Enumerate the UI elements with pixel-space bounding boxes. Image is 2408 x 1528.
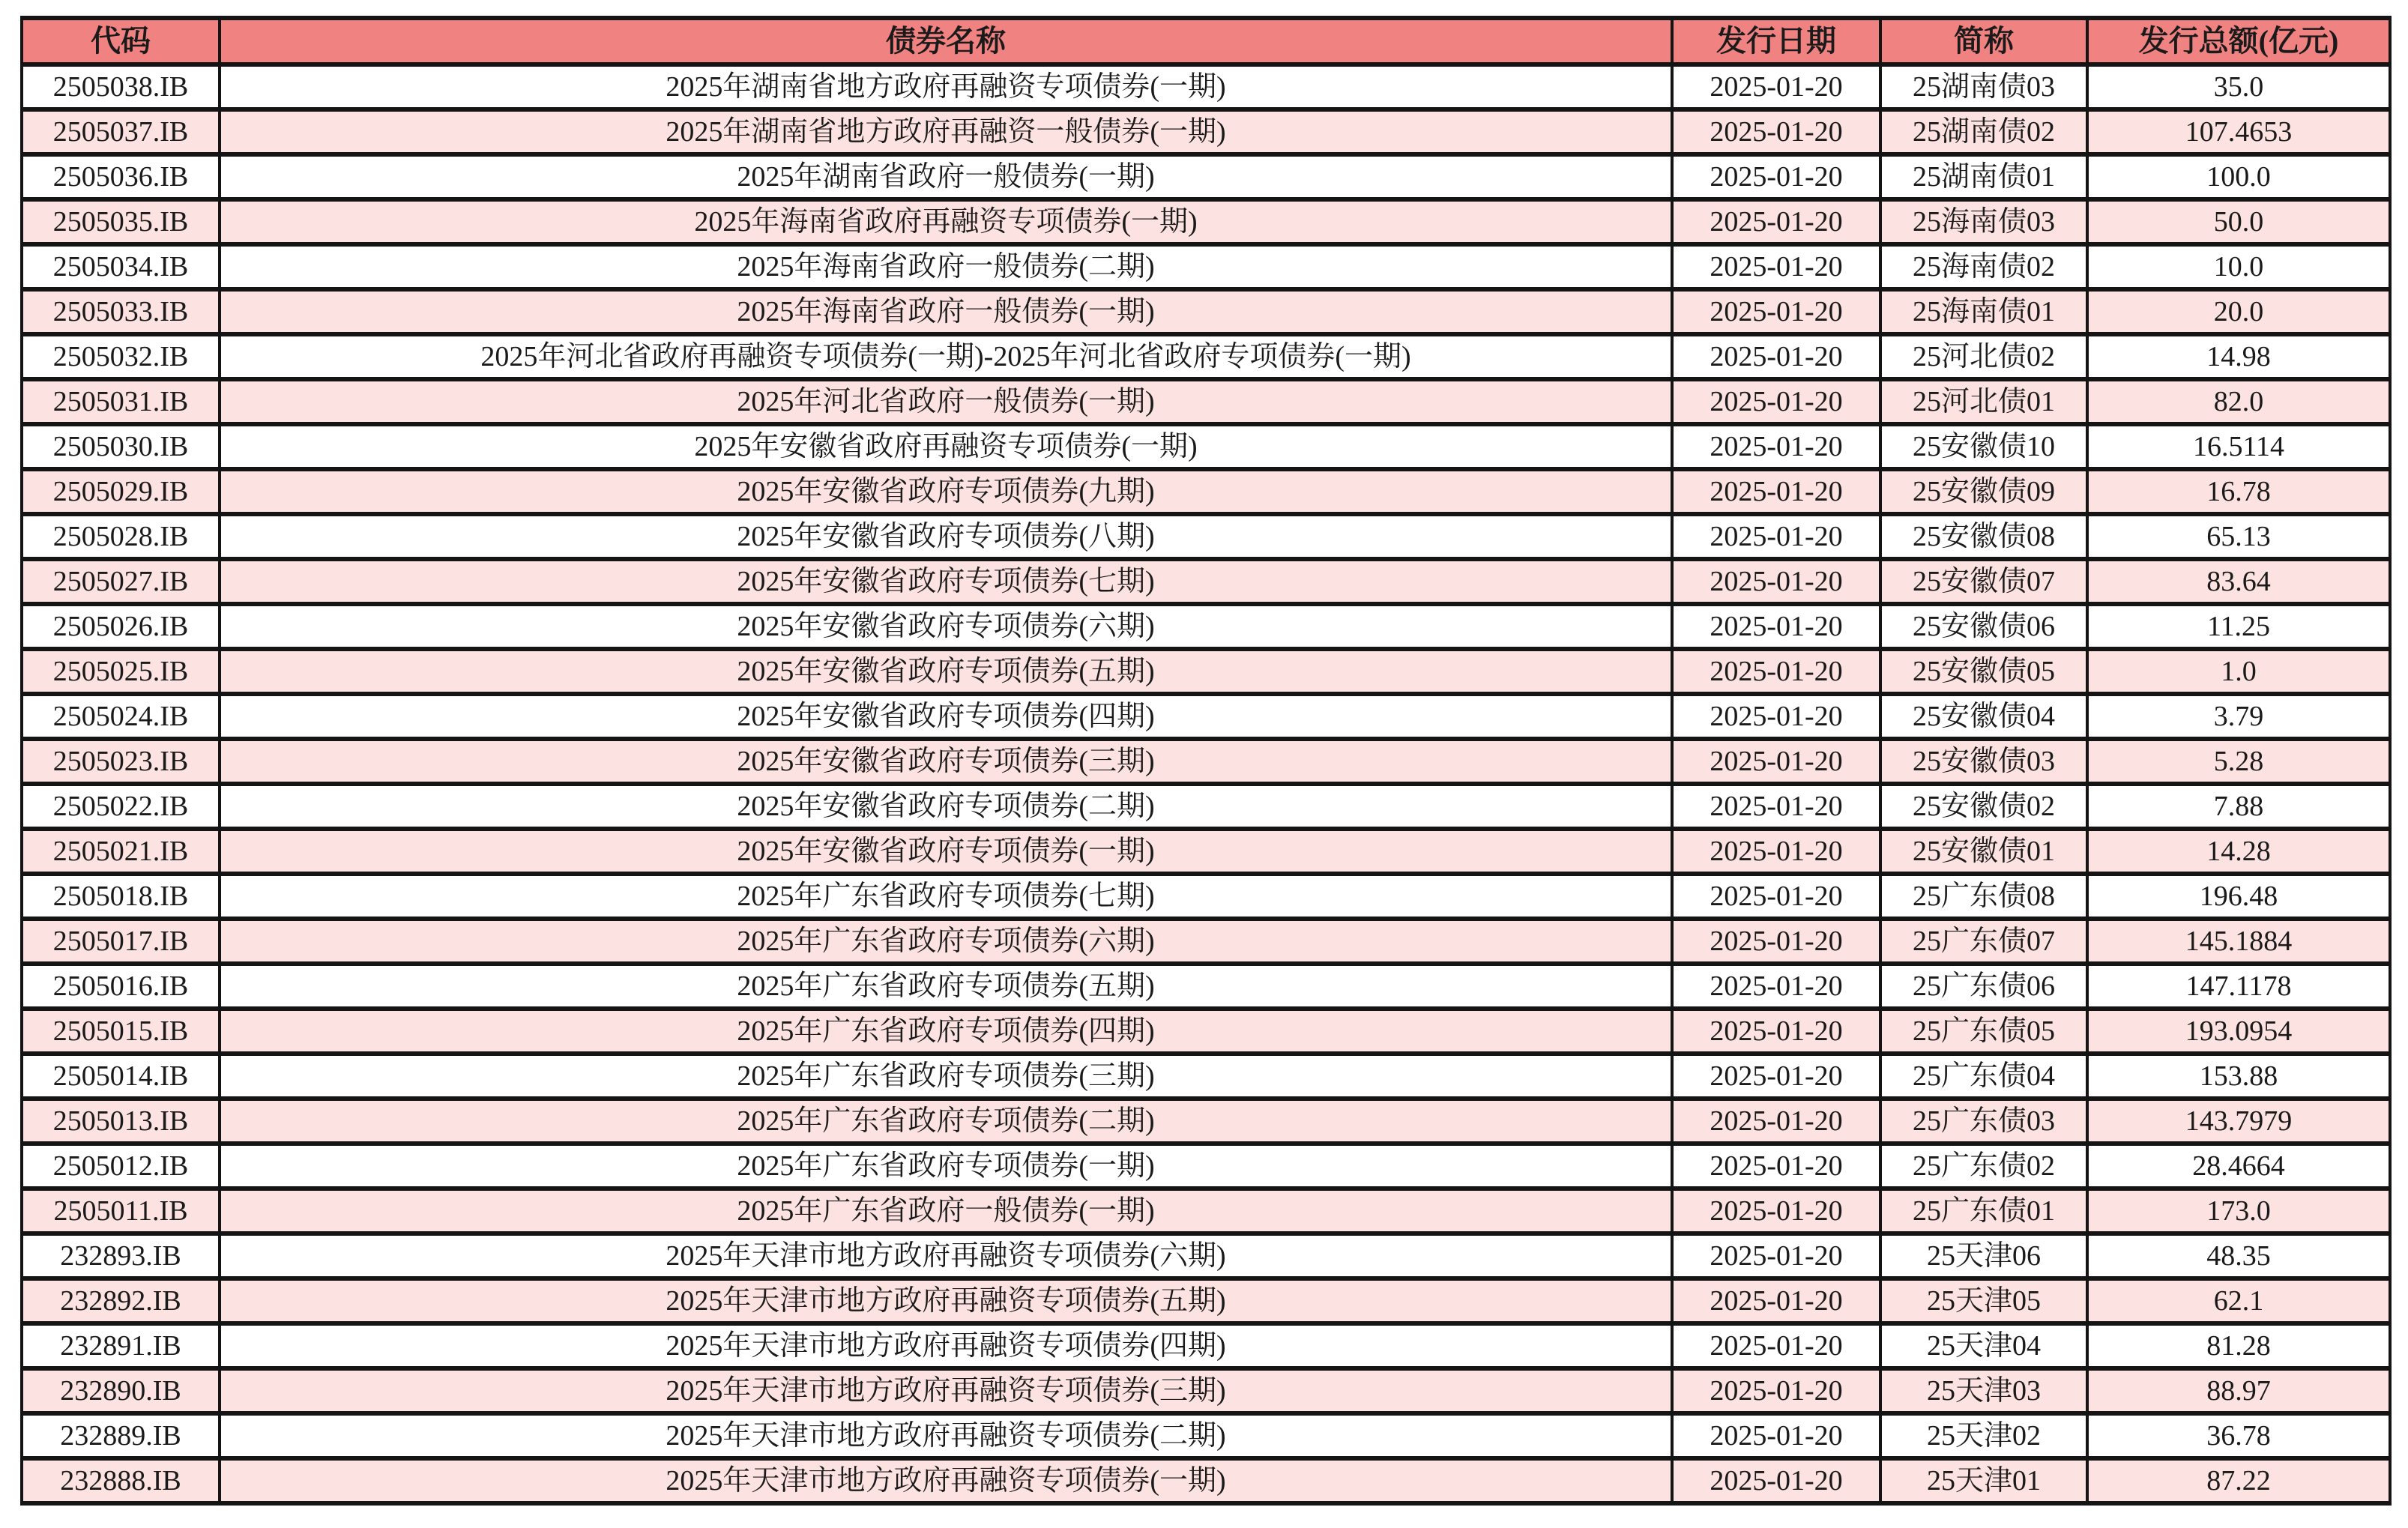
table-row <box>22 1189 2390 1233</box>
cell-bond-name: 2025年天津市地方政府再融资专项债券(一期) <box>220 1458 1672 1503</box>
table-row <box>22 1413 2390 1458</box>
cell-total-amount: 28.4664 <box>2087 1144 2390 1189</box>
cell-bond-name: 2025年安徽省政府专项债券(八期) <box>220 514 1672 559</box>
cell-total-amount: 81.28 <box>2087 1323 2390 1368</box>
cell-short-name: 25广东债07 <box>1880 919 2087 964</box>
cell-total-amount: 10.0 <box>2087 244 2390 289</box>
cell-bond-name: 2025年天津市地方政府再融资专项债券(六期) <box>220 1233 1672 1278</box>
cell-issue-date: 2025-01-20 <box>1672 1458 1880 1503</box>
cell-total-amount: 5.28 <box>2087 739 2390 784</box>
cell-total-amount: 83.64 <box>2087 559 2390 604</box>
cell-code: 2505015.IB <box>22 1009 220 1054</box>
table-row <box>22 514 2390 559</box>
cell-bond-name: 2025年湖南省地方政府再融资专项债券(一期) <box>220 64 1672 109</box>
table-row <box>22 694 2390 739</box>
cell-total-amount: 50.0 <box>2087 199 2390 244</box>
table-row <box>22 109 2390 154</box>
cell-bond-name: 2025年安徽省政府专项债券(九期) <box>220 469 1672 514</box>
cell-code: 2505013.IB <box>22 1099 220 1144</box>
cell-bond-name: 2025年安徽省政府再融资专项债券(一期) <box>220 424 1672 469</box>
cell-code: 2505030.IB <box>22 424 220 469</box>
cell-bond-name: 2025年广东省政府专项债券(三期) <box>220 1054 1672 1099</box>
cell-code: 2505016.IB <box>22 964 220 1009</box>
cell-issue-date: 2025-01-20 <box>1672 1144 1880 1189</box>
header-row <box>22 18 2390 64</box>
cell-short-name: 25广东债06 <box>1880 964 2087 1009</box>
header-cell-short-name: 简称 <box>1880 18 2087 64</box>
cell-issue-date: 2025-01-20 <box>1672 289 1880 334</box>
cell-issue-date: 2025-01-20 <box>1672 874 1880 919</box>
cell-code: 2505012.IB <box>22 1144 220 1189</box>
cell-total-amount: 65.13 <box>2087 514 2390 559</box>
cell-code: 2505035.IB <box>22 199 220 244</box>
cell-bond-name: 2025年海南省政府一般债券(二期) <box>220 244 1672 289</box>
cell-total-amount: 3.79 <box>2087 694 2390 739</box>
cell-short-name: 25安徽债01 <box>1880 829 2087 874</box>
cell-short-name: 25广东债03 <box>1880 1099 2087 1144</box>
cell-short-name: 25安徽债10 <box>1880 424 2087 469</box>
cell-issue-date: 2025-01-20 <box>1672 64 1880 109</box>
cell-bond-name: 2025年湖南省地方政府再融资一般债券(一期) <box>220 109 1672 154</box>
cell-code: 2505011.IB <box>22 1189 220 1233</box>
cell-short-name: 25安徽债06 <box>1880 604 2087 649</box>
table-row <box>22 199 2390 244</box>
cell-bond-name: 2025年广东省政府专项债券(四期) <box>220 1009 1672 1054</box>
cell-issue-date: 2025-01-20 <box>1672 424 1880 469</box>
table-row <box>22 289 2390 334</box>
cell-issue-date: 2025-01-20 <box>1672 829 1880 874</box>
cell-bond-name: 2025年海南省政府一般债券(一期) <box>220 289 1672 334</box>
cell-short-name: 25湖南债01 <box>1880 154 2087 199</box>
table-row <box>22 1323 2390 1368</box>
cell-short-name: 25河北债01 <box>1880 379 2087 424</box>
cell-short-name: 25安徽债05 <box>1880 649 2087 694</box>
cell-bond-name: 2025年广东省政府专项债券(七期) <box>220 874 1672 919</box>
cell-short-name: 25广东债05 <box>1880 1009 2087 1054</box>
cell-issue-date: 2025-01-20 <box>1672 199 1880 244</box>
cell-issue-date: 2025-01-20 <box>1672 514 1880 559</box>
cell-code: 2505017.IB <box>22 919 220 964</box>
cell-short-name: 25天津02 <box>1880 1413 2087 1458</box>
cell-total-amount: 100.0 <box>2087 154 2390 199</box>
cell-issue-date: 2025-01-20 <box>1672 919 1880 964</box>
cell-short-name: 25天津05 <box>1880 1278 2087 1323</box>
cell-short-name: 25湖南债03 <box>1880 64 2087 109</box>
cell-total-amount: 36.78 <box>2087 1413 2390 1458</box>
cell-issue-date: 2025-01-20 <box>1672 964 1880 1009</box>
table-row <box>22 154 2390 199</box>
table-row <box>22 1054 2390 1099</box>
cell-total-amount: 153.88 <box>2087 1054 2390 1099</box>
cell-total-amount: 88.97 <box>2087 1368 2390 1413</box>
cell-code: 2505038.IB <box>22 64 220 109</box>
cell-short-name: 25安徽债07 <box>1880 559 2087 604</box>
cell-code: 2505034.IB <box>22 244 220 289</box>
cell-code: 232888.IB <box>22 1458 220 1503</box>
cell-code: 2505033.IB <box>22 289 220 334</box>
cell-issue-date: 2025-01-20 <box>1672 739 1880 784</box>
table-row <box>22 739 2390 784</box>
cell-total-amount: 82.0 <box>2087 379 2390 424</box>
table-row <box>22 64 2390 109</box>
cell-code: 2505014.IB <box>22 1054 220 1099</box>
cell-short-name: 25海南债03 <box>1880 199 2087 244</box>
cell-total-amount: 145.1884 <box>2087 919 2390 964</box>
table-row <box>22 1144 2390 1189</box>
cell-bond-name: 2025年天津市地方政府再融资专项债券(五期) <box>220 1278 1672 1323</box>
cell-bond-name: 2025年天津市地方政府再融资专项债券(三期) <box>220 1368 1672 1413</box>
cell-code: 2505018.IB <box>22 874 220 919</box>
cell-issue-date: 2025-01-20 <box>1672 1368 1880 1413</box>
cell-total-amount: 14.98 <box>2087 334 2390 379</box>
cell-issue-date: 2025-01-20 <box>1672 1413 1880 1458</box>
cell-bond-name: 2025年广东省政府专项债券(一期) <box>220 1144 1672 1189</box>
cell-issue-date: 2025-01-20 <box>1672 559 1880 604</box>
header-cell-bond-name: 债券名称 <box>220 18 1672 64</box>
cell-issue-date: 2025-01-20 <box>1672 1323 1880 1368</box>
cell-total-amount: 143.7979 <box>2087 1099 2390 1144</box>
cell-bond-name: 2025年河北省政府再融资专项债券(一期)-2025年河北省政府专项债券(一期) <box>220 334 1672 379</box>
bond-table-body <box>22 64 2390 1503</box>
cell-issue-date: 2025-01-20 <box>1672 1009 1880 1054</box>
cell-issue-date: 2025-01-20 <box>1672 469 1880 514</box>
cell-bond-name: 2025年天津市地方政府再融资专项债券(四期) <box>220 1323 1672 1368</box>
cell-code: 232892.IB <box>22 1278 220 1323</box>
cell-total-amount: 14.28 <box>2087 829 2390 874</box>
table-header <box>22 18 2390 64</box>
cell-total-amount: 62.1 <box>2087 1278 2390 1323</box>
table-row <box>22 244 2390 289</box>
cell-short-name: 25河北债02 <box>1880 334 2087 379</box>
cell-total-amount: 147.1178 <box>2087 964 2390 1009</box>
table-row <box>22 874 2390 919</box>
cell-bond-name: 2025年海南省政府再融资专项债券(一期) <box>220 199 1672 244</box>
table-row <box>22 1368 2390 1413</box>
cell-bond-name: 2025年安徽省政府专项债券(一期) <box>220 829 1672 874</box>
cell-code: 2505022.IB <box>22 784 220 829</box>
table-row <box>22 604 2390 649</box>
cell-code: 2505031.IB <box>22 379 220 424</box>
cell-bond-name: 2025年广东省政府专项债券(五期) <box>220 964 1672 1009</box>
cell-code: 2505027.IB <box>22 559 220 604</box>
cell-total-amount: 48.35 <box>2087 1233 2390 1278</box>
cell-bond-name: 2025年广东省政府一般债券(一期) <box>220 1189 1672 1233</box>
cell-total-amount: 196.48 <box>2087 874 2390 919</box>
cell-total-amount: 35.0 <box>2087 64 2390 109</box>
cell-bond-name: 2025年安徽省政府专项债券(七期) <box>220 559 1672 604</box>
cell-short-name: 25海南债02 <box>1880 244 2087 289</box>
cell-code: 2505025.IB <box>22 649 220 694</box>
cell-total-amount: 173.0 <box>2087 1189 2390 1233</box>
cell-short-name: 25安徽债09 <box>1880 469 2087 514</box>
cell-bond-name: 2025年安徽省政府专项债券(六期) <box>220 604 1672 649</box>
cell-code: 232893.IB <box>22 1233 220 1278</box>
cell-short-name: 25广东债08 <box>1880 874 2087 919</box>
cell-code: 232890.IB <box>22 1368 220 1413</box>
cell-bond-name: 2025年安徽省政府专项债券(二期) <box>220 784 1672 829</box>
cell-bond-name: 2025年广东省政府专项债券(六期) <box>220 919 1672 964</box>
cell-issue-date: 2025-01-20 <box>1672 1189 1880 1233</box>
cell-total-amount: 20.0 <box>2087 289 2390 334</box>
cell-bond-name: 2025年湖南省政府一般债券(一期) <box>220 154 1672 199</box>
table-row <box>22 1458 2390 1503</box>
table-row <box>22 469 2390 514</box>
cell-short-name: 25湖南债02 <box>1880 109 2087 154</box>
cell-bond-name: 2025年安徽省政府专项债券(三期) <box>220 739 1672 784</box>
cell-bond-name: 2025年安徽省政府专项债券(五期) <box>220 649 1672 694</box>
cell-short-name: 25安徽债04 <box>1880 694 2087 739</box>
cell-code: 232891.IB <box>22 1323 220 1368</box>
cell-code: 2505024.IB <box>22 694 220 739</box>
header-cell-code: 代码 <box>22 18 220 64</box>
cell-short-name: 25天津03 <box>1880 1368 2087 1413</box>
cell-issue-date: 2025-01-20 <box>1672 154 1880 199</box>
header-cell-total-amount: 发行总额(亿元) <box>2087 18 2390 64</box>
cell-total-amount: 16.78 <box>2087 469 2390 514</box>
table-row <box>22 784 2390 829</box>
table-row <box>22 379 2390 424</box>
cell-total-amount: 193.0954 <box>2087 1009 2390 1054</box>
cell-short-name: 25广东债01 <box>1880 1189 2087 1233</box>
cell-issue-date: 2025-01-20 <box>1672 1278 1880 1323</box>
cell-short-name: 25安徽债03 <box>1880 739 2087 784</box>
cell-code: 2505023.IB <box>22 739 220 784</box>
cell-total-amount: 11.25 <box>2087 604 2390 649</box>
table-row <box>22 1009 2390 1054</box>
cell-total-amount: 107.4653 <box>2087 109 2390 154</box>
table-row <box>22 424 2390 469</box>
cell-bond-name: 2025年广东省政府专项债券(二期) <box>220 1099 1672 1144</box>
cell-issue-date: 2025-01-20 <box>1672 1054 1880 1099</box>
cell-short-name: 25广东债02 <box>1880 1144 2087 1189</box>
table-row <box>22 1099 2390 1144</box>
cell-issue-date: 2025-01-20 <box>1672 109 1880 154</box>
cell-short-name: 25天津01 <box>1880 1458 2087 1503</box>
table-row <box>22 1233 2390 1278</box>
cell-code: 2505028.IB <box>22 514 220 559</box>
cell-issue-date: 2025-01-20 <box>1672 1233 1880 1278</box>
cell-short-name: 25海南债01 <box>1880 289 2087 334</box>
cell-total-amount: 7.88 <box>2087 784 2390 829</box>
cell-issue-date: 2025-01-20 <box>1672 694 1880 739</box>
cell-bond-name: 2025年天津市地方政府再融资专项债券(二期) <box>220 1413 1672 1458</box>
cell-code: 2505026.IB <box>22 604 220 649</box>
cell-short-name: 25天津04 <box>1880 1323 2087 1368</box>
table-row <box>22 334 2390 379</box>
cell-short-name: 25广东债04 <box>1880 1054 2087 1099</box>
cell-issue-date: 2025-01-20 <box>1672 604 1880 649</box>
cell-bond-name: 2025年河北省政府一般债券(一期) <box>220 379 1672 424</box>
cell-issue-date: 2025-01-20 <box>1672 1099 1880 1144</box>
cell-issue-date: 2025-01-20 <box>1672 784 1880 829</box>
cell-short-name: 25安徽债08 <box>1880 514 2087 559</box>
cell-issue-date: 2025-01-20 <box>1672 244 1880 289</box>
cell-total-amount: 16.5114 <box>2087 424 2390 469</box>
cell-code: 2505036.IB <box>22 154 220 199</box>
cell-issue-date: 2025-01-20 <box>1672 379 1880 424</box>
header-cell-issue-date: 发行日期 <box>1672 18 1880 64</box>
table-row <box>22 829 2390 874</box>
cell-short-name: 25天津06 <box>1880 1233 2087 1278</box>
cell-code: 2505032.IB <box>22 334 220 379</box>
table-row <box>22 964 2390 1009</box>
cell-issue-date: 2025-01-20 <box>1672 334 1880 379</box>
cell-bond-name: 2025年安徽省政府专项债券(四期) <box>220 694 1672 739</box>
cell-code: 232889.IB <box>22 1413 220 1458</box>
cell-issue-date: 2025-01-20 <box>1672 649 1880 694</box>
table-row <box>22 649 2390 694</box>
cell-code: 2505029.IB <box>22 469 220 514</box>
table-row <box>22 559 2390 604</box>
bond-issuance-table <box>20 16 2392 1506</box>
cell-code: 2505021.IB <box>22 829 220 874</box>
cell-code: 2505037.IB <box>22 109 220 154</box>
cell-total-amount: 87.22 <box>2087 1458 2390 1503</box>
cell-short-name: 25安徽债02 <box>1880 784 2087 829</box>
table-row <box>22 1278 2390 1323</box>
table-row <box>22 919 2390 964</box>
cell-total-amount: 1.0 <box>2087 649 2390 694</box>
